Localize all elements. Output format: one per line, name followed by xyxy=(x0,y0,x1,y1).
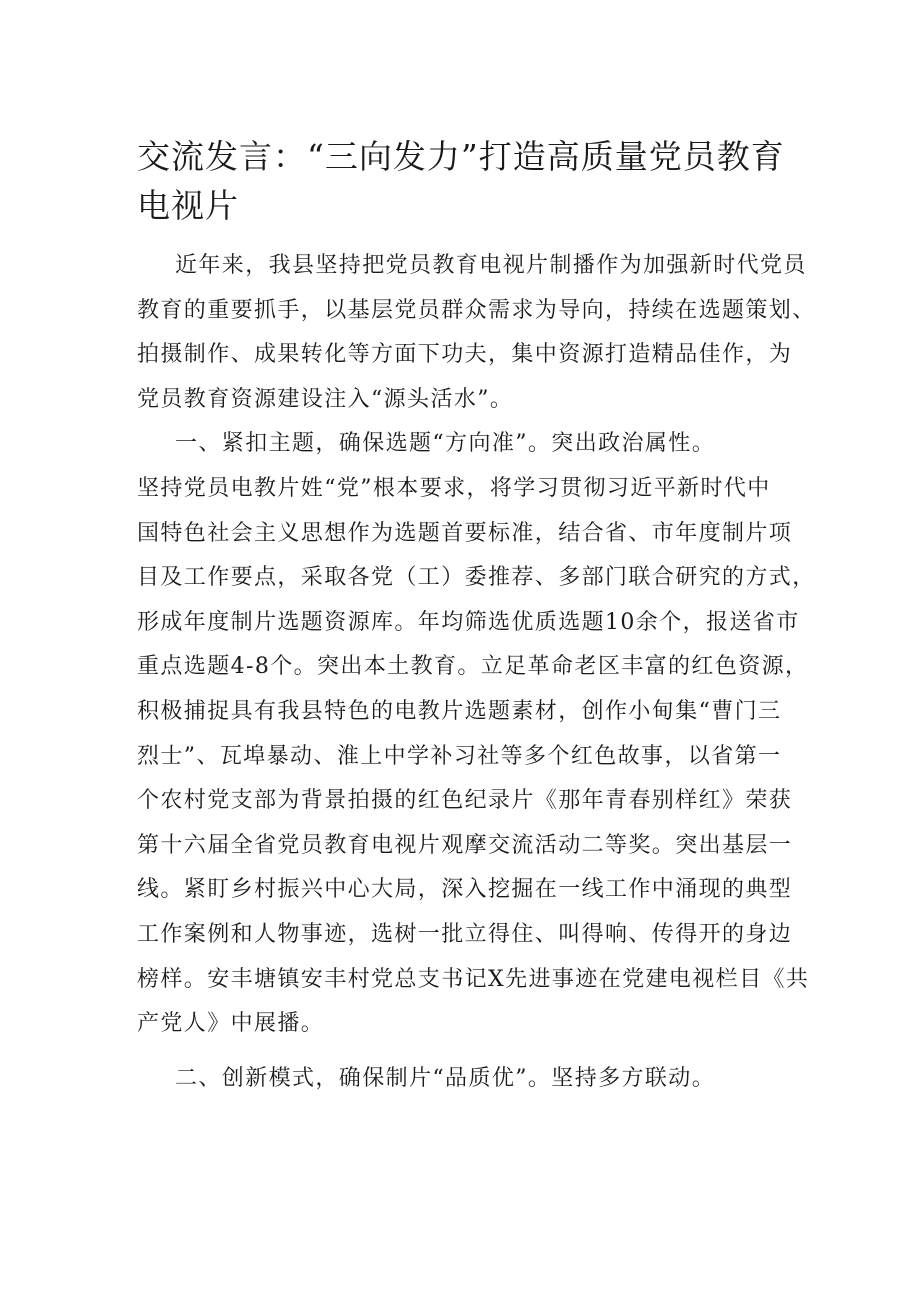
text-line: 形成年度制片选题资源库。年均筛选优质选题10余个，报送省市 xyxy=(137,609,800,635)
paragraph-section-one xyxy=(137,422,816,1046)
document-body xyxy=(137,244,816,1101)
text-line: 党员教育资源建设注入“源头活水”。 xyxy=(137,386,514,412)
text-line: 国特色社会主义思想作为选题首要标准，结合省、市年度制片项 xyxy=(137,520,793,546)
text-line: 坚持党员电教片姓“党”根本要求，将学习贯彻习近平新时代中 xyxy=(137,475,771,501)
text-line: 拍摄制作、成果转化等方面下功夫，集中资源打造精品佳作，为 xyxy=(137,342,793,368)
text-line: 积极捕捉具有我县特色的电教片选题素材，创作小甸集“曹门三 xyxy=(137,698,782,724)
text-line: 工作案例和人物事迹，选树一批立得住、叫得响、传得开的身边 xyxy=(137,921,793,947)
text-line: 第十六届全省党员教育电视片观摩交流活动二等奖。突出基层一 xyxy=(137,832,793,858)
text-line: 个农村党支部为背景拍摄的红色纪录片《那年青春别样红》荣获 xyxy=(137,788,793,814)
title-line: 交流发言：“三向发力”打造高质量党员教育 xyxy=(137,137,785,176)
text-line: 教育的重要抓手，以基层党员群众需求为导向，持续在选题策划、 xyxy=(137,297,816,323)
text-line: 近年来，我县坚持把党员教育电视片制播作为加强新时代党员 xyxy=(175,253,807,278)
text-line: 目及工作要点，采取各党（工）委推荐、多部门联合研究的方式， xyxy=(137,565,816,591)
text-line: 产党人》中展播。 xyxy=(137,1011,325,1037)
document-title xyxy=(137,132,797,230)
title-line: 电视片 xyxy=(137,186,239,225)
text-line: 一、紧扣主题，确保选题“方向准”。突出政治属性。 xyxy=(175,431,716,457)
paragraph-intro xyxy=(137,244,816,422)
paragraph-section-two xyxy=(137,1057,787,1102)
text-line: 二、创新模式，确保制片“品质优”。坚持多方联动。 xyxy=(175,1065,716,1091)
text-line: 重点选题4-8个。突出本土教育。立足革命老区丰富的红色资源， xyxy=(137,654,809,680)
text-line: 线。紧盯乡村振兴中心大局，深入挖掘在一线工作中涌现的典型 xyxy=(137,877,793,903)
text-line: 榜样。安丰塘镇安丰村党总支书记X先进事迹在党建电视栏目《共 xyxy=(137,966,810,992)
text-line: 烈士”、瓦埠暴动、淮上中学补习社等多个红色故事，以省第一 xyxy=(137,743,782,769)
